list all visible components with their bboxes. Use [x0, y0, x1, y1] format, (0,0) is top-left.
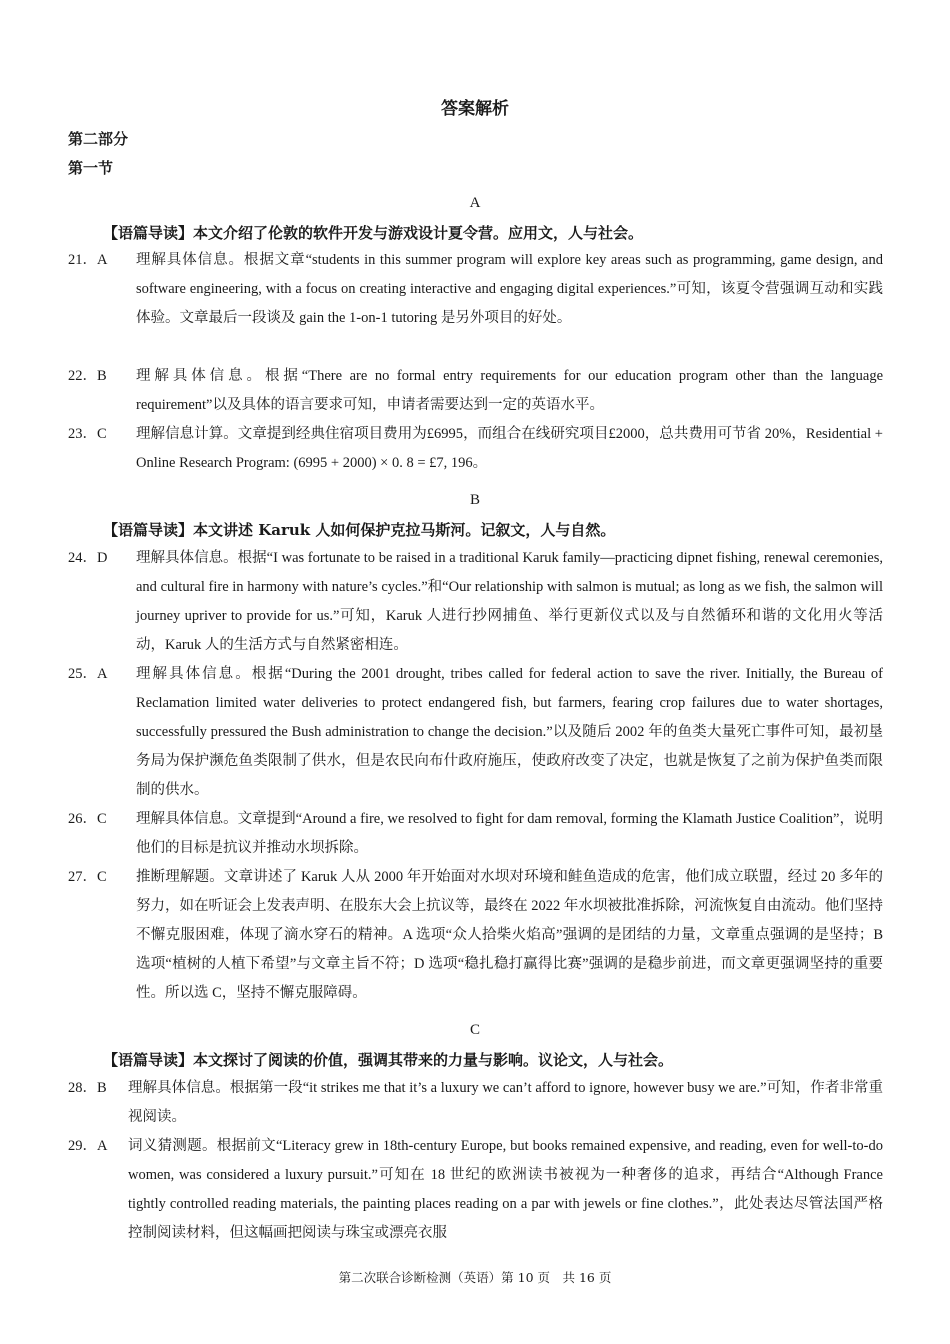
question-explanation: 理解信息计算。文章提到经典住宿项目费用为£6995，而组合在线研究项目£2000，总共费用可节省 20%，Residential + Online Research Program: (6995 + 2000) × 0. 8 = £7, 196。	[136, 426, 883, 471]
section-heading: 第一节	[68, 159, 114, 177]
question-number: 29．A	[68, 1138, 108, 1154]
question-explanation: 理解具体信息。根据文章“students in this summer program will explore key areas such as programming, game design, and software engineering, with a focus on creating interactive and engaging digital experiences.”可知，该夏令营强调互动和实践体验。文章最后一段谈及 gain the 1-on-1 tutoring 是另外项目的好处。	[136, 252, 883, 326]
question-explanation: 推断理解题。文章讲述了 Karuk 人从 2000 年开始面对水坝对环境和鲑鱼造成的危害，他们成立联盟，经过 20 多年的努力，如在听证会上发表声明、在股东大会上抗议等，最终在 2022 年水坝被批准拆除，河流恢复自由流动。他们坚持不懈克服困难，体现了滴水穿石的精神。A 选项“众人拾柴火焰高”强调的是团结的力量，文章重点强调的是坚持；B 选项“植树的人植下希望”与文章主旨不符；D 选项“稳扎稳打赢得比赛”强调的是稳步前进，而文章更强调坚持的重要性。所以选 C，坚持不懈克服障碍。	[136, 869, 883, 1001]
question-explanation: 理解具体信息。根据“There are no formal entry requirements for our education program other than the language requirement”以及具体的语言要求可知，申请者需要达到一定的英语水平。	[136, 368, 883, 413]
question-number: 28．B	[68, 1080, 107, 1096]
question-22	[68, 362, 888, 420]
question-number: 24．D	[68, 550, 108, 566]
question-explanation: 理解具体信息。文章提到“Around a fire, we resolved to fight for dam removal, forming the Klamath Justice Coalition”，说明他们的目标是抗议并推动水坝拆除。	[136, 811, 883, 856]
question-27	[68, 863, 888, 1008]
page-title: 答案解析	[441, 99, 509, 119]
passage-guide-a: 【语篇导读】本文介绍了伦敦的软件开发与游戏设计夏令营。应用文，人与社会。	[103, 224, 644, 242]
passage-guide-c: 【语篇导读】本文探讨了阅读的价值，强调其带来的力量与影响。议论文，人与社会。	[103, 1051, 674, 1069]
page-footer: 第二次联合诊断检测（英语）第 10 页 共 16 页	[338, 1270, 612, 1285]
question-number: 21．A	[68, 252, 108, 268]
question-explanation: 词义猜测题。根据前文“Literacy grew in 18th-century Europe, but books remained expensive, and reading, even for well-to-do women, was considered a luxury pursuit.”可知在 18 世纪的欧洲读书被视为一种奢侈的追求，再结合“Although France tightly controlled reading materials, the painting places reading on a par with jewels or fine clothes.”，此处表达尽管法国严格控制阅读材料，但这幅画把阅读与珠宝或漂亮衣服	[128, 1138, 883, 1241]
question-number: 26．C	[68, 811, 107, 827]
question-28	[68, 1074, 888, 1132]
question-number: 27．C	[68, 869, 107, 885]
question-explanation: 理解具体信息。根据“I was fortunate to be raised in a traditional Karuk family—practicing dipnet fishing, renewal ceremonies, and cultural fire in harmony with nature’s cycles.”和“Our relationship with salmon is mutual; as long as we fish, the salmon will journey upriver to provide for us.”可知，Karuk 人进行抄网捕鱼、举行更新仪式以及与自然循环和谐的文化用火等活动，Karuk 人的生活方式与自然紧密相连。	[136, 550, 883, 653]
question-21	[68, 246, 888, 333]
question-explanation: 理解具体信息。根据第一段“it strikes me that it’s a luxury we can’t afford to ignore, however busy we are.”可知，作者非常重视阅读。	[128, 1080, 883, 1125]
question-29	[68, 1132, 888, 1248]
passage-letter-a: A	[469, 195, 481, 211]
question-24	[68, 544, 888, 660]
question-explanation: 理解具体信息。根据“During the 2001 drought, tribes called for federal action to save the river. Initially, the Bureau of Reclamation limited water deliveries to protect endangered fish, but farmers, fearing crop failures due to water shortages, successfully pressured the Bush administration to change the decision.”以及随后 2002 年的鱼类大量死亡事件可知，最初垦务局为保护濒危鱼类限制了供水，但是农民向布什政府施压，使政府改变了决定，也就是恢复了之前为保护鱼类而限制的供水。	[136, 666, 883, 798]
question-number: 25．A	[68, 666, 108, 682]
passage-letter-c: C	[469, 1022, 480, 1038]
question-number: 23．C	[68, 426, 107, 442]
question-23	[68, 420, 888, 478]
question-number: 22．B	[68, 368, 107, 384]
part-heading: 第二部分	[68, 130, 129, 148]
passage-guide-b: 【语篇导读】本文讲述 Karuk 人如何保护克拉马斯河。记叙文，人与自然。	[103, 521, 616, 539]
question-26	[68, 805, 888, 863]
passage-letter-b: B	[469, 492, 480, 508]
question-25	[68, 660, 888, 805]
